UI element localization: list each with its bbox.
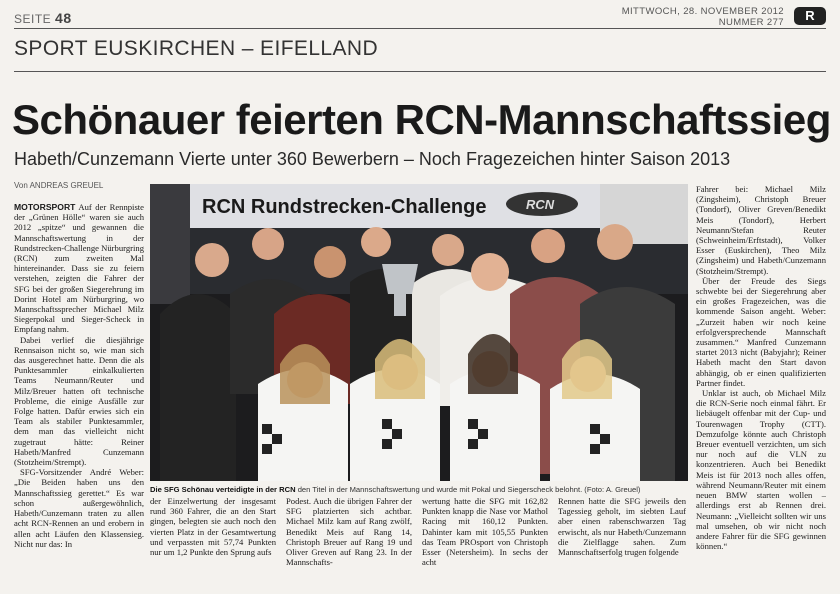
team-photo [150,184,688,481]
column-2-text: der Einzelwertung der insgesamt rund 360 Fahrer, die an den Start gingen, belegten sie auch noch den vierten Platz in der Gesamtwertung und verpassten mit 57,74 Punkten nur um 1,2 Punkte den Sprung aufs [150,496,276,558]
headline: Schönauer feierten RCN-Mannschaftssieg [12,96,831,143]
section-divider [14,71,826,72]
article-column-1 [14,202,144,594]
issue-number: NUMMER 277 [718,17,784,28]
article-column-6 [696,184,826,594]
issue-date: MITTWOCH, 28. NOVEMBER 2012 [621,6,784,17]
banner-text: RCN Rundstrecken-Challenge [202,196,487,218]
subheadline: Habeth/Cunzemann Vierte unter 360 Bewerbern – Noch Fragezeichen hinter Saison 2013 [14,149,731,169]
column-5-text: Rennen hatte die SFG jeweils den Tagessieg geholt, im siebten Lauf aber einen rabenschwarzen Tag erwischt, als nur Habeth/Cunzemann die Zielflagge sahen. Zum Mannschaftserfolg trugen folgende [558,496,686,558]
column-4-text: wertung hatte die SFG mit 162,82 Punkten knapp die Nase vor Mathol Racing mit 160,12 Punkten. Dahinter kam mit 105,55 Punkten das Team PROsport von Christoph Esser (Netersheim). In sechs der acht [422,496,548,568]
kicker: MOTORSPORT [14,202,76,212]
column-6-paragraph-3: Unklar ist auch, ob Michael Milz die RCN-Serie noch einmal fährt. Er liebäugelt offenbar mit der Cup- und Tourenwagen Trophy (CTT). Demzufolge könnte auch Christoph Breuer eventuell verzichten, um sich nur noch auf die VLN zu konzentrieren. Auch bei Benedikt Meis ist für 2013 noch alles offen, während Neumann/Reuter mit einem neuen BMW starten wollen – allerdings erst ab Rennen drei. Neumann: „Vielleicht sollten wir uns mal umsehen, ob wir nicht noch andere Fahrer für die SFG gewinnen können.“ [696,388,826,552]
photo-caption [150,485,690,494]
article-column-2 [150,496,276,594]
page-number-value: 48 [55,10,72,26]
caption-text: den Titel in der Mannschaftswertung und wurde mit Pokal und Siegerscheck belohnt. (Foto: A. Greuel) [295,485,641,494]
page-label: SEITE [14,12,52,26]
article-column-3 [286,496,412,594]
column-1-paragraph-3: SFG-Vorsitzender André Weber: „Die Beiden haben uns den Mannschaftssieg gerettet.“ Es war schon außergewöhnlich, Habeth/Cunzemann traten zu allen acht RCN-Rennen an und erobern in allen acht Läufen den Klassensieg. Nicht nur das: In [14,467,144,549]
column-1-paragraph-2: Dabei verlief die diesjährige Rennsaison nicht so, wie man sich das ausgerechnet hatte. Denn die als Punktesammler einkalkulierten Teams Neumann/Reuter und Milz/Breuer hatten oft technische Probleme, die einige Ausfälle zur Folge hatten. Dafür erwies sich ein Team als stabiler Punktesammler, dem man das vielleicht nicht zugetraut hätte: Reiner Habeth/Manfred Cunzemann (Stotzheim/Strempt). [14,334,144,468]
article-column-4 [422,496,548,594]
issue-info [622,6,784,28]
page-header-bar [14,6,826,29]
article-column-5 [558,496,686,594]
banner-logo-text: RCN [526,197,555,212]
byline: Von ANDREAS GREUEL [14,181,104,190]
column-6-paragraph-1: Fahrer bei: Michael Milz (Zingsheim), Christoph Breuer (Tondorf), Oliver Greven/Benedikt Meis (Tondorf), Herbert Neumann/Stefan Reuter (Schweinheim/Erftstadt), Volker Esser (Euskirchen), Theo Milz (Zingsheim) und Habeth/Cunzemann (Stotzheim/Strempt). [696,184,826,276]
column-6-paragraph-2: Über der Freude des Siegs schwebte bei der Siegerehrung aber ein großes Fragezeichen, was die kommende Saison angeht. Weber: „Zurzeit haben wir noch keine erfolgversprechende Mannschaft zusammen.“ Manfred Cunzemann startet 2013 nicht (Babyjahr); Reiner Habeth macht den Start davon abhängig, ob er einen qualifizierten Partner findet. [696,275,826,388]
page-number [14,10,72,26]
team-photo-image [150,184,688,481]
newspaper-logo: R [794,7,826,25]
section-title: SPORT EUSKIRCHEN – EIFELLAND [14,37,379,60]
column-1-paragraph-1: Auf der Rennpiste der „Grünen Hölle“ waren sie auch 2012 „spitze“ und gewannen die Mannschaftswertung in der Rundstrecken-Challenge Nürburgring (RCN) zum zweiten Mal hintereinander. Dass sie zu feiern verstehen, zeigten die Fahrer der SFG bei der großen Siegerehrung im Dorint Hotel am Nürburgring, wo Mannschaftssprecher Michael Milz Siegerpokal und Sieger-Scheck in Empfang nahm. [14,202,144,335]
column-3-text: Podest. Auch die übrigen Fahrer der SFG platzierten sich achtbar. Michael Milz kam auf Rang zwölf, Benedikt Meis auf Rang 14, Christoph Breuer auf Rang 19 und Oliver Greven auf Rang 23. In der Mannschafts- [286,496,412,568]
caption-bold: Die SFG Schönau verteidigte in der RCN [150,485,296,494]
